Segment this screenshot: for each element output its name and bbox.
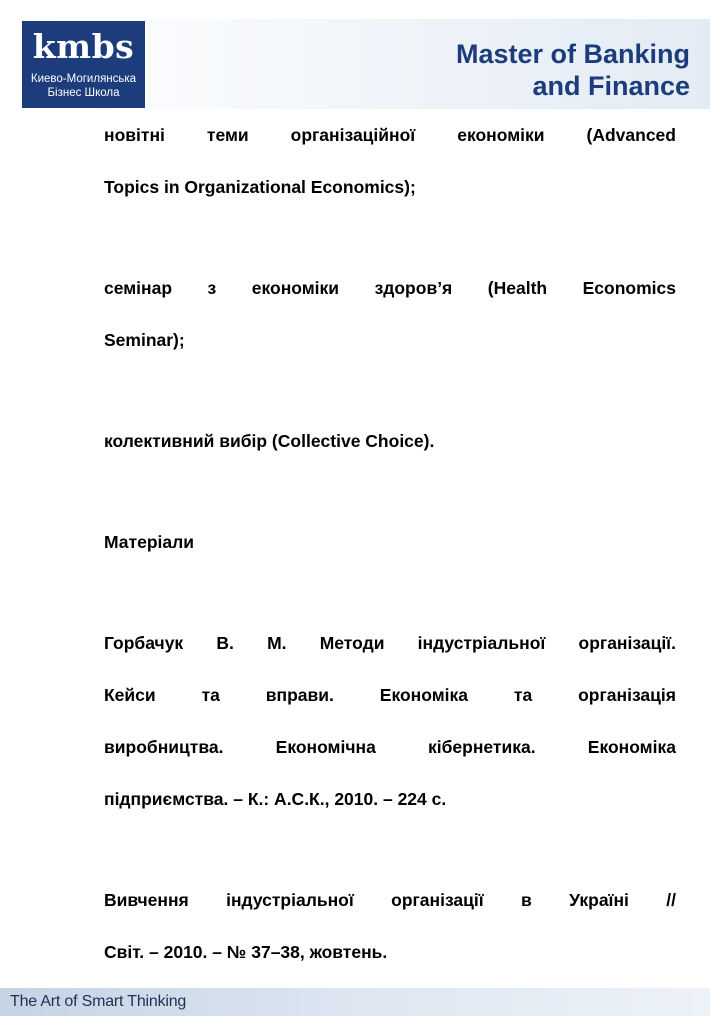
word: організація: [578, 685, 676, 705]
ref2-line1: [104, 876, 676, 928]
word: та: [201, 685, 220, 705]
word: В.: [216, 633, 234, 653]
item2-line2: Seminar);: [104, 330, 185, 350]
word: вправи.: [265, 685, 334, 705]
word: Україні: [569, 890, 629, 910]
word: здоров’я: [374, 278, 453, 298]
word: організації.: [578, 633, 676, 653]
word: (Advanced: [586, 125, 676, 145]
word: виробництва.: [104, 737, 224, 757]
item1-line2: Topics in Organizational Economics);: [104, 177, 416, 197]
program-title-line2: and Finance: [532, 71, 690, 101]
word: (Health: [487, 278, 548, 298]
word: економіки: [251, 278, 340, 298]
word: економіки: [457, 125, 545, 145]
ref1-line1: [104, 619, 676, 671]
item1-line1: [104, 111, 676, 163]
word: М.: [267, 633, 287, 653]
ref1-line2: [104, 671, 676, 723]
word: теми: [206, 125, 249, 145]
item2-line1: [104, 264, 676, 316]
program-title-line1: Master of Banking: [455, 39, 690, 69]
word: Вивчення: [104, 890, 189, 910]
word: організаційної: [290, 125, 416, 145]
word: семінар: [104, 278, 173, 298]
word: Економіка: [379, 685, 469, 705]
logo-wordmark: kmbs: [32, 27, 135, 66]
word: Economics: [582, 278, 676, 298]
footer-tagline: The Art of Smart Thinking: [10, 993, 187, 1010]
word: Методи: [319, 633, 385, 653]
word: в: [521, 890, 532, 910]
word: Горбачук: [104, 633, 184, 653]
word: індустріальної: [417, 633, 546, 653]
word: кібернетика.: [428, 737, 536, 757]
word: //: [666, 890, 676, 910]
ref1-line3: [104, 723, 676, 775]
word: Економіка: [587, 737, 676, 757]
word: та: [513, 685, 533, 705]
kmbs-logo: [22, 21, 145, 108]
program-title: [456, 38, 690, 102]
word: організації: [391, 890, 484, 910]
ref2-line2: Світ. – 2010. – № 37–38, жовтень.: [104, 942, 388, 962]
word: Економічна: [275, 737, 376, 757]
document-body: [104, 111, 676, 980]
logo-subtitle-line1: Киево-Могилянська: [30, 73, 137, 85]
section-heading: Матеріали: [104, 532, 194, 552]
logo-subtitle-line2: Бізнес Школа: [47, 87, 120, 99]
ref1-line4: підприємства. – К.: А.С.К., 2010. – 224 с.: [104, 789, 447, 809]
word: індустріальної: [226, 890, 354, 910]
word: Кейси: [104, 685, 156, 705]
word: з: [207, 278, 217, 298]
item3: колективний вибір (Collective Choice).: [104, 431, 435, 451]
word: новітні: [104, 125, 165, 145]
